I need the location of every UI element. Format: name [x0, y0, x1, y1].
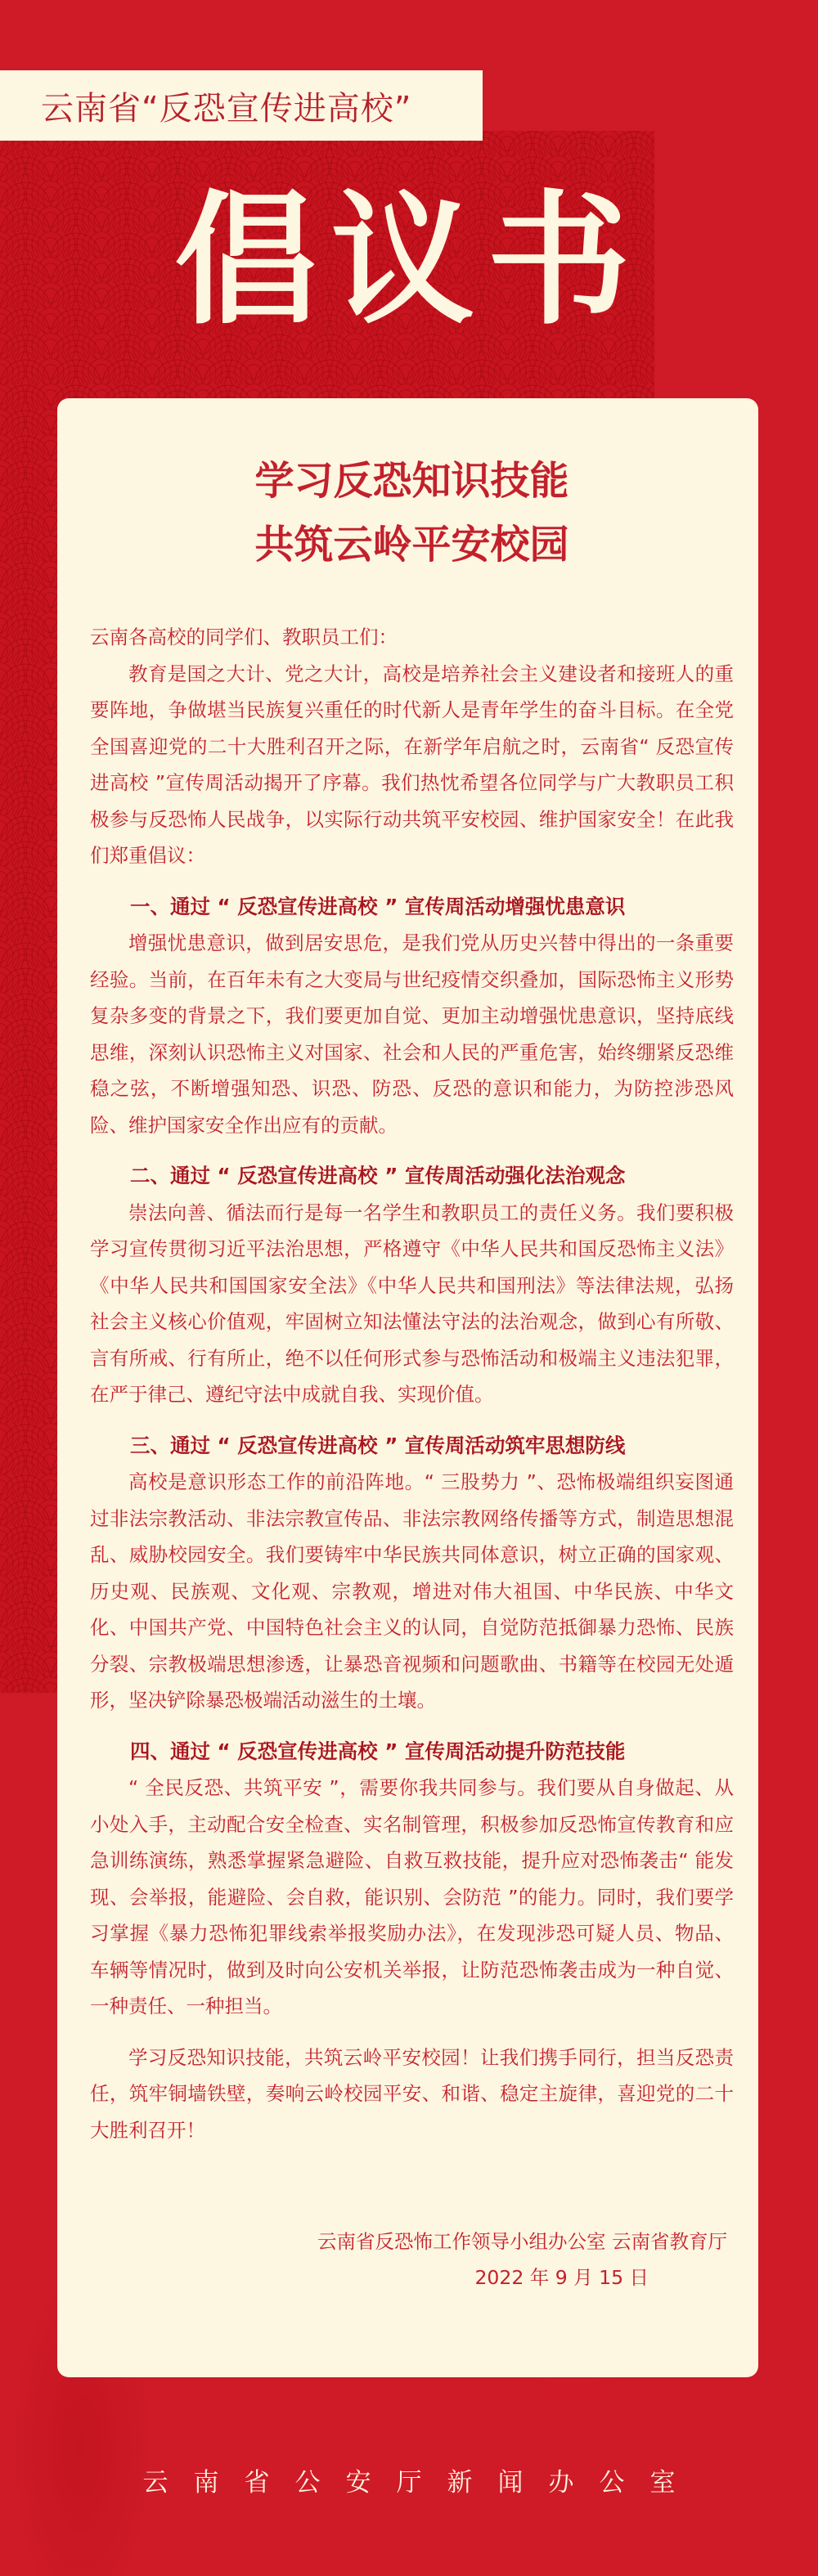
section-heading-3: 三、通过 “ 反恐宣传进高校 ” 宣传周活动筑牢思想防线: [130, 1433, 626, 1457]
section-heading-2: 二、通过 “ 反恐宣传进高校 ” 宣传周活动强化法治观念: [130, 1164, 626, 1187]
greeting: 云南各高校的同学们、教职员工们：: [90, 626, 398, 648]
card-body: [90, 619, 734, 2148]
campaign-tag-banner: [0, 70, 483, 141]
signature-date: 2022 年 9 月 15 日: [474, 2266, 649, 2289]
footer-publisher: 云南省公安厅新闻办公室: [142, 2468, 701, 2497]
campaign-tag: 云南省“反恐宣传进高校”: [41, 89, 412, 128]
section-body-1: 增强忧患意识，做到居安思危，是我们党从历史兴替中得出的一条重要经验。当前，在百年未有之大变局与世纪疫情交织叠加，国际恐怖主义形势复杂多变的背景之下，我们要更加自觉、更加主动增强忧患意识，坚持底线思维，深刻认识恐怖主义对国家、社会和人民的严重危害，始终绷紧反恐维稳之弦，不断增强知恐、识恐、防恐、反恐的意识和能力，为防控涉恐风险、维护国家安全作出应有的贡献。: [90, 931, 734, 1137]
section-body-2: 崇法向善、循法而行是每一名学生和教职员工的责任义务。我们要积极学习宣传贯彻习近平法治思想，严格遵守《中华人民共和国反恐怖主义法》《中华人民共和国国家安全法》《中华人民共和国刑法》等法律法规，弘扬社会主义核心价值观，牢固树立知法懂法守法的法治观念，做到心有所敬、言有所戒、行有所止，绝不以任何形式参与恐怖活动和极端主义违法犯罪，在严于律己、遵纪守法中成就自我、实现价值。: [90, 1200, 734, 1406]
section-body-3: 高校是意识形态工作的前沿阵地。“ 三股势力 ”、恐怖极端组织妄图通过非法宗教活动、非法宗教宣传品、非法宗教网络传播等方式，制造思想混乱、威胁校园安全。我们要铸牢中华民族共同体意识，树立正确的国家观、历史观、民族观、文化观、宗教观，增进对伟大祖国、中华民族、中华文化、中国共产党、中国特色社会主义的认同，自觉防范抵御暴力恐怖、民族分裂、宗教极端思想渗透，让暴恐音视频和问题歌曲、书籍等在校园无处遁形，坚决铲除暴恐极端活动滋生的土壤。: [90, 1470, 734, 1712]
card-title-line2: 共筑云岭平安校园: [254, 522, 569, 568]
page-title: 倡议书: [174, 178, 644, 344]
section-heading-4: 四、通过 “ 反恐宣传进高校 ” 宣传周活动提升防范技能: [130, 1739, 626, 1763]
card-title: [90, 449, 734, 577]
section-heading-1: 一、通过 “ 反恐宣传进高校 ” 宣传周活动增强忧患意识: [130, 894, 626, 918]
section-body-4: “ 全民反恐、共筑平安 ”，需要你我共同参与。我们要从自身做起、从小处入手，主动配合安全检查、实名制管理，积极参加反恐怖宣传教育和应急训练演练，熟悉掌握紧急避险、自救互救技能，提升应对恐怖袭击“ 能发现、会举报，能避险、会自救，能识别、会防范 ”的能力。同时，我们要学习掌握《暴力恐怖犯罪线索举报奖励办法》，在发现涉恐可疑人员、物品、车辆等情况时，做到及时向公安机关举报，让防范恐怖袭击成为一种自觉、一种责任、一种担当。: [90, 1776, 734, 2017]
signature-org: 云南省反恐怖工作领导小组办公室 云南省教育厅: [317, 2230, 727, 2253]
closing-paragraph: 学习反恐知识技能，共筑云岭平安校园！让我们携手同行，担当反恐责任，筑牢铜墙铁壁，奏响云岭校园平安、和谐、稳定主旋律，喜迎党的二十大胜利召开！: [90, 2045, 734, 2142]
card-title-line1: 学习反恐知识技能: [254, 458, 569, 504]
signature-block: [90, 2224, 734, 2296]
proposal-card: [57, 398, 758, 2377]
intro-paragraph: 教育是国之大计、党之大计，高校是培养社会主义建设者和接班人的重要阵地，争做堪当民族复兴重任的时代新人是青年学生的奋斗目标。在全党全国喜迎党的二十大胜利召开之际，在新学年启航之时，云南省“ 反恐宣传进高校 ”宣传周活动揭开了序幕。我们热忱希望各位同学与广大教职员工积极参与反恐怖人民战争，以实际行动共筑平安校园、维护国家安全！在此我们郑重倡议：: [90, 662, 734, 867]
